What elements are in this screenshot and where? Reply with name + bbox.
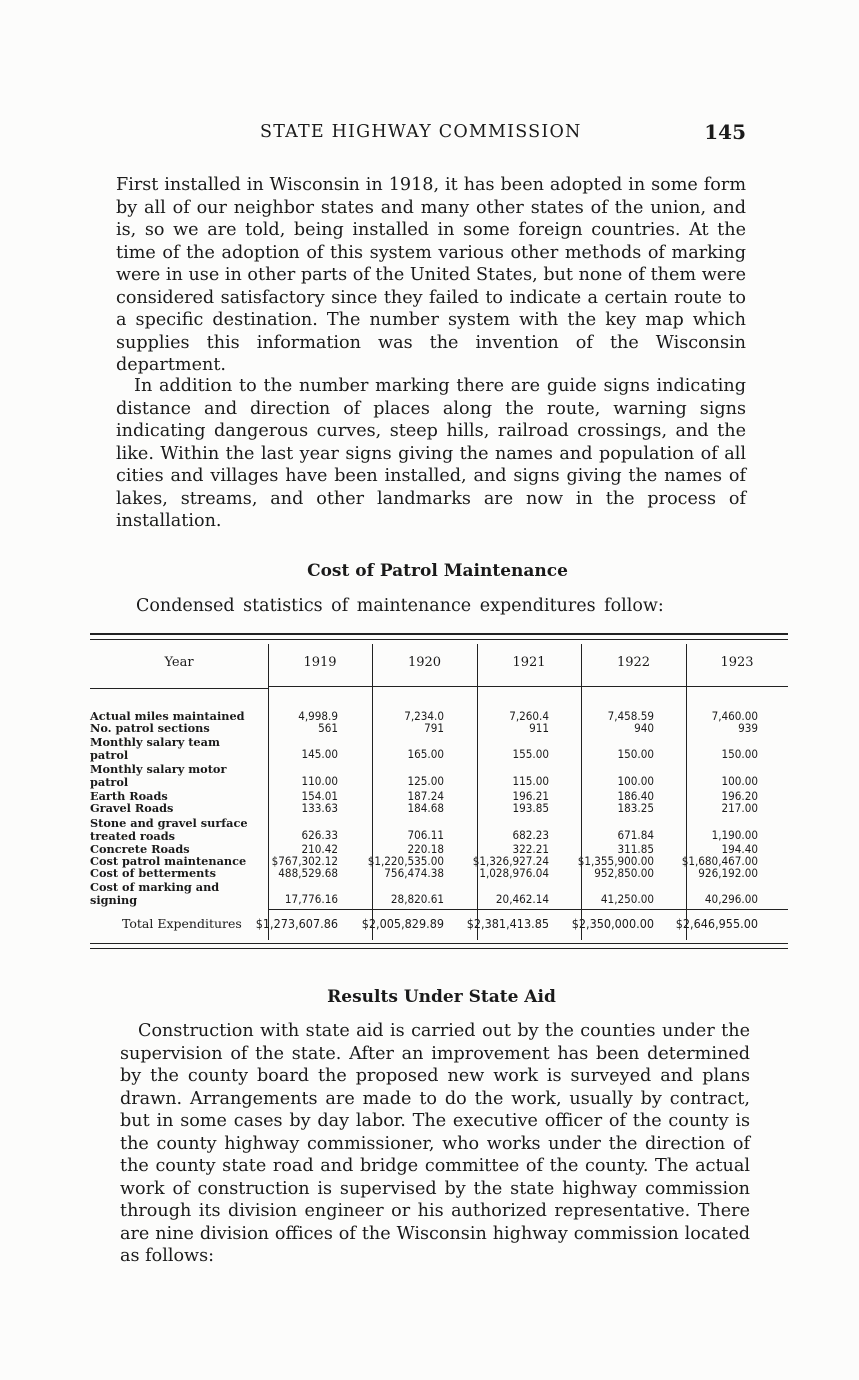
cell-1922: 7,458.59 [607, 709, 654, 723]
cell-1921: 196.21 [512, 789, 549, 803]
cell-1923: 926,192.00 [698, 866, 758, 880]
total-rule [268, 909, 788, 910]
paragraph-guide-signs: In addition to the number marking there are guide signs indicating distance and direction of places along the route, warning signs indicating dangerous curves, steep hills, railroad crossings, and the like. Within the last year signs giving the names and population of all cities and villages have been installed, and signs giving the names of lakes, streams, and other landmarks are now in the process of installation. [116, 376, 746, 531]
cell-1921: $2,381,413.85 [466, 916, 549, 931]
cell-1920: 28,820.61 [390, 892, 444, 906]
cell-1919: 17,776.16 [284, 892, 338, 906]
cell-1919: $767,302.12 [271, 854, 338, 868]
cell-1922: 311.85 [617, 842, 654, 856]
cell-1922: 952,850.00 [594, 866, 654, 880]
cell-1923: 217.00 [721, 801, 758, 815]
cell-1920: 791 [424, 721, 444, 735]
column-header-year: Year [164, 655, 194, 670]
page-header [116, 122, 746, 148]
cell-1923: 939 [738, 721, 758, 735]
table-bottom-rule-thin [90, 948, 788, 949]
row-label: Gravel Roads [90, 801, 174, 815]
cell-1919: 4,998.9 [298, 709, 338, 723]
cell-1920: $2,005,829.89 [361, 916, 444, 931]
cell-1920: 706.11 [407, 828, 444, 842]
cell-1919: $1,273,607.86 [255, 916, 338, 931]
cell-1919: 133.63 [301, 801, 338, 815]
row-label: Concrete Roads [90, 842, 190, 856]
cell-1920: 220.18 [407, 842, 444, 856]
cell-1921: 7,260.4 [509, 709, 549, 723]
row-label: Stone and gravel surface treated roads [90, 816, 248, 843]
cell-1920: 125.00 [407, 774, 444, 788]
paragraph-marking-history: First installed in Wisconsin in 1918, it has been adopted in some form by all of our neighbor states and many other states of the union, and is, so we are told, being installed in some foreign countries. At the time of the adoption of this system various other methods of marking were in use in other parts of the United States, but none of them were considered satisfactory since they failed to indicate a certain route to a specific destination. The number system with the key map which supplies this information was the invention of the Wisconsin department. [116, 175, 746, 375]
cell-1921: 1,028,976.04 [479, 866, 549, 880]
column-header-1922: 1922 [616, 655, 651, 670]
header-rule-year [90, 688, 268, 689]
header-rule-years [268, 686, 788, 687]
column-header-1921: 1921 [512, 655, 546, 670]
cell-1921: 682.23 [512, 828, 549, 842]
cell-1919: 561 [318, 721, 338, 735]
row-label: Cost of betterments [90, 866, 216, 880]
cell-1922: 186.40 [617, 789, 654, 803]
cell-1923: 196.20 [721, 789, 758, 803]
cell-1923: $1,680,467.00 [681, 854, 758, 868]
cell-1920: 184.68 [407, 801, 444, 815]
cell-1923: 100.00 [721, 774, 758, 788]
cell-1920: 165.00 [407, 747, 444, 761]
cell-1921: 322.21 [512, 842, 549, 856]
page-number: 145 [704, 120, 746, 144]
table-intro: Condensed statistics of maintenance expenditures follow: [136, 596, 664, 616]
section-heading-state-aid: Results Under State Aid [327, 987, 556, 1007]
cell-1922: $1,355,900.00 [577, 854, 654, 868]
cell-1923: 150.00 [721, 747, 758, 761]
cell-1920: 756,474.38 [384, 866, 444, 880]
row-label: Cost of marking and signing [90, 880, 220, 907]
running-head: STATE HIGHWAY COMMISSION [260, 122, 582, 142]
row-label: Actual miles maintained [90, 709, 245, 723]
section-heading-patrol-maintenance: Cost of Patrol Maintenance [307, 561, 568, 581]
cell-1923: 7,460.00 [711, 709, 758, 723]
cell-1920: 187.24 [407, 789, 444, 803]
row-label: Total Expenditures [122, 916, 242, 931]
cell-1922: 671.84 [617, 828, 654, 842]
cell-1921: 155.00 [512, 747, 549, 761]
row-label: No. patrol sections [90, 721, 210, 735]
paragraph-state-aid: Construction with state aid is carried out by the counties under the supervision of the state. After an improvement has been determined by the county board the proposed new work is surveyed and plans drawn. Arrangements are made to do the work, usually by contract, but in some cases by day labor. The executive officer of the county is the county highway commissioner, who works under the direction of the county state road and bridge committee of the county. The actual work of construction is supervised by the state highway commission through its division engineer or his authorized representative. There are nine division offices of the Wisconsin highway commission located as follows: [120, 1021, 750, 1266]
cell-1920: 7,234.0 [404, 709, 444, 723]
cell-1922: 183.25 [617, 801, 654, 815]
cell-1919: 154.01 [301, 789, 338, 803]
cell-1921: 911 [529, 721, 549, 735]
column-header-1923: 1923 [720, 655, 754, 670]
cell-1922: 100.00 [617, 774, 654, 788]
cell-1922: 940 [634, 721, 654, 735]
table-top-rule-thin [90, 639, 788, 640]
cell-1923: 1,190.00 [711, 828, 758, 842]
cell-1919: 110.00 [301, 774, 338, 788]
cell-1923: 40,296.00 [704, 892, 758, 906]
table-bottom-rule [90, 943, 788, 944]
cell-1921: $1,326,927.24 [472, 854, 549, 868]
cell-1919: 488,529.68 [278, 866, 338, 880]
row-label: Cost patrol maintenance [90, 854, 247, 868]
cell-1921: 193.85 [512, 801, 549, 815]
row-label: Monthly salary team patrol [90, 735, 220, 762]
cell-1919: 210.42 [301, 842, 338, 856]
cell-1923: 194.40 [721, 842, 758, 856]
cell-1920: $1,220,535.00 [367, 854, 444, 868]
cell-1922: 41,250.00 [600, 892, 654, 906]
column-header-1919: 1919 [303, 655, 337, 670]
cell-1922: $2,350,000.00 [571, 916, 654, 931]
cell-1921: 115.00 [512, 774, 549, 788]
row-label: Earth Roads [90, 789, 168, 803]
cell-1923: $2,646,955.00 [675, 916, 758, 931]
cell-1922: 150.00 [617, 747, 654, 761]
cell-1919: 145.00 [301, 747, 338, 761]
cell-1921: 20,462.14 [495, 892, 549, 906]
table-top-rule [90, 633, 788, 635]
column-header-1920: 1920 [407, 655, 442, 670]
cell-1919: 626.33 [301, 828, 338, 842]
row-label: Monthly salary motor patrol [90, 762, 227, 789]
